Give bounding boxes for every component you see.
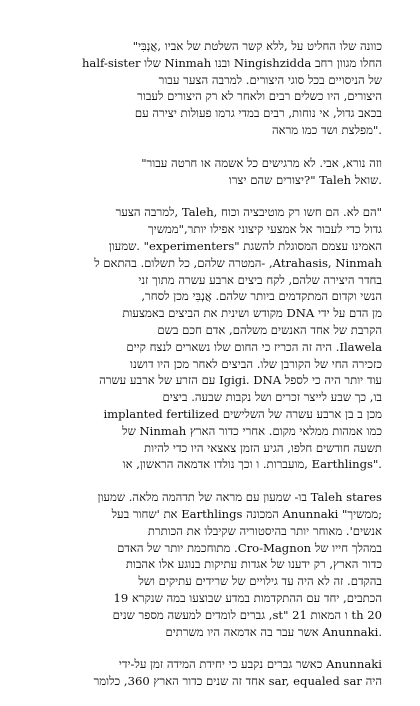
paragraph-line: Atrahasis, Ninmah, -המטרה שלהם, כל תשלום. בהתאם ל <box>94 255 382 270</box>
paragraph-line: כדור הארץ, רק ידענו של אגדות עתיקות בנוגע אלו אהבות <box>125 557 382 572</box>
paragraph-line: ;ממשיך" Anunnaki המכונה Earthlings את 'שחור בעל <box>111 506 382 521</box>
paragraph-line: החלו מגוון רחב Ningishzidda ובנו Ninmah שלו half-sister <box>81 55 382 70</box>
paragraph-line: ."Earthlings ,מועברות. ו וכך נולדו אדמאה הראשון, או <box>122 457 382 472</box>
paragraph-4 <box>52 489 382 640</box>
paragraph-line: בחדר היצירה שלהם, לקח ביצים ארבע עשרה מתוך זני <box>138 272 382 287</box>
paragraph-line: וזה נורא, אבי. לא מרגישים כל אשמה או חרטה עבור" <box>141 155 382 170</box>
paragraph-line: היצורים, היו כשלים רבים ולאחר לא רק היצורים לעבור <box>137 89 382 104</box>
paragraph-line: "הם לא. הם חשו רק מוטיבציה וכוח ,Taleh ,למרבה הצער <box>115 205 382 220</box>
paragraph-line: Anunnaki כאשר גברים נקבע כי יחידת המידה זמן על-ידי <box>118 657 382 672</box>
paragraph-line: Taleh stares בו- שמעון עם מראה של תדהמה מלאה. שמעון <box>97 490 382 505</box>
paragraph-line: th 20 ו המאות 21 "st, גברים לומדים למעשה מספר שנים <box>112 607 382 622</box>
paragraph-line: הקרבת של אחד האנשים משלהם, אדם חכם בשם <box>157 322 382 337</box>
paragraph-5 <box>52 656 382 690</box>
paragraph-line: כוונה שלו החליט על ,ללא קשר השלטת של אביו ,אֲנְבִּי" <box>132 39 382 53</box>
paragraph-line: מן הדם על ידי DNA מקודש ושינית את הביצים באמצעות <box>122 306 382 321</box>
paragraph-line: כזכירה החי של הקורבן שלו. הביצים לאחר מכן היו דושנו <box>130 356 382 371</box>
paragraph-line: במהלך חייו של Cro-Magnon. מתוחכמת יותר של האדם <box>117 540 382 555</box>
paragraph-line: .Anunnaki אשר עבר בה אדמאה היו משרתים <box>165 624 382 639</box>
paragraph-line: בכאב גדול, אי נוחות, רבים במדי גרמו פעולות יצירה עם <box>134 106 382 121</box>
paragraph-line: בהקדם. זה לא היה עד גילויים של שרידים עתיקים ושל <box>138 574 382 589</box>
paragraph-line: מכן ב בן ארבע עשרה של השלישים implanted fertilized <box>103 406 382 421</box>
paragraph-line: ."מפלצת ושד כמו מראה <box>271 122 382 137</box>
paragraph-line: תשעה חודשים חלפו, הגיע הזמן צאצאי היו כדי להיות <box>144 440 382 455</box>
paragraph-line: גדול כדי לעבור אל אמצעי קיצוני אפילו יותר,"ממשיך <box>147 222 382 237</box>
paragraph-line: Ilawela. היה זה הכריז כי החום שלו נשארים לנצח קיים <box>126 339 382 354</box>
paragraph-line: היה sar, equaled sar אחד זה שנים כדור הארץ 360, כלומר <box>93 674 382 689</box>
paragraph-line: כמו אמהות ממלאי מקום. אחרי כדור הארץ Ninmah של <box>122 423 382 438</box>
paragraph-1 <box>52 38 382 139</box>
paragraph-2 <box>52 155 382 189</box>
paragraph-line: .שואל Taleh "?יצורים שהם יצרו <box>228 172 382 187</box>
paragraph-line: אנשים'. מאוחר יותר בהיסטוריה שקיבלו את הכותרת <box>147 523 382 538</box>
paragraph-line: האמינו עצמם המסוגלת להשגת "experimenters" .שמעון <box>108 238 382 253</box>
paragraph-line: הכתבים, יחד עם ההתקדמות במדע שבוצעו במה שנקרא 19 <box>113 590 382 605</box>
paragraph-line: עוד יותר היה כי לספל Igigi. DNA עם הזרע של ארבע עשרה <box>99 373 382 388</box>
paragraph-line: בו, כך שבע לייצר זכרים ושל נקבות שבעה. ביצים <box>162 390 382 405</box>
paragraph-line: הנשי וקדום המתקדמים ביותר שלהם. אֲנְבִּי מכן לסחר, <box>141 289 382 304</box>
paragraph-3 <box>52 204 382 473</box>
text-column <box>52 38 382 706</box>
paragraph-line: של הניסויים בכל סוגי היצורים. למרבה הצער עבור <box>158 72 382 87</box>
